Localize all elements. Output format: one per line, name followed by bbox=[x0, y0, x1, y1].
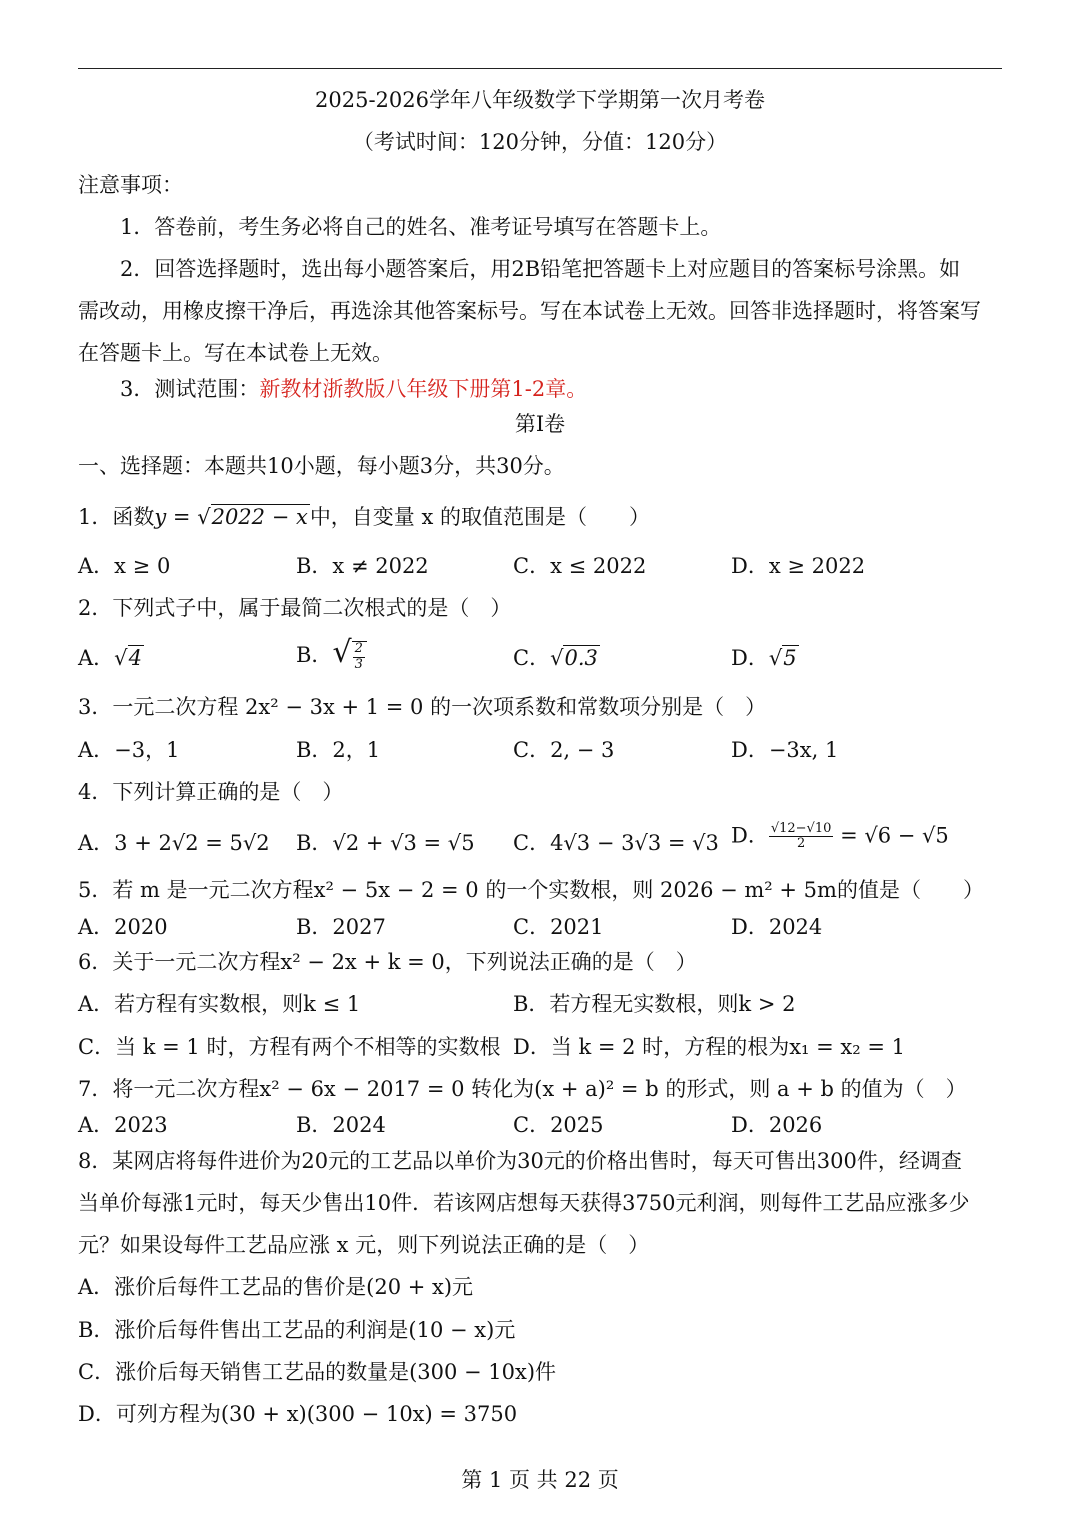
q1-prefix: 1．函数 bbox=[78, 505, 155, 529]
q2-option-a bbox=[78, 648, 144, 669]
q2-b-fraction bbox=[352, 641, 367, 672]
section-heading: 一、选择题：本题共10小题，每小题3分，共30分。 bbox=[78, 454, 565, 478]
q3-option-b: B．2，1 bbox=[296, 738, 381, 762]
q8-option-a: A．涨价后每件工艺品的售价是(20 + x)元 bbox=[78, 1275, 474, 1299]
q1-option-c: C．x ≤ 2022 bbox=[513, 554, 647, 578]
exam-subtitle: （考试时间：120分钟，分值：120分） bbox=[352, 130, 728, 154]
q4-option-c: C．4√3 − 3√3 = √3 bbox=[513, 831, 719, 855]
exam-title: 2025-2026学年八年级数学下学期第一次月考卷 bbox=[315, 88, 765, 112]
question-6: 6．关于一元二次方程x² − 2x + k = 0，下列说法正确的是（ ） bbox=[78, 950, 697, 974]
q2-b-denominator: 3 bbox=[354, 656, 363, 672]
q6-option-a: A．若方程有实数根，则k ≤ 1 bbox=[78, 992, 361, 1016]
question-2: 2．下列式子中，属于最简二次根式的是（ ） bbox=[78, 596, 512, 620]
notice-item-3-prefix: 3．测试范围： bbox=[120, 377, 260, 401]
question-3: 3．一元二次方程 2x² − 3x + 1 = 0 的一次项系数和常数项分别是（ ） bbox=[78, 695, 767, 719]
notice-item-2-line-3: 在答题卡上。写在本试卷上无效。 bbox=[78, 341, 393, 365]
q2-c-label: C． bbox=[513, 646, 551, 670]
q2-option-b bbox=[296, 635, 367, 672]
q1-suffix: 中，自变量 x 的取值范围是（ ） bbox=[309, 505, 651, 529]
q1-lhs: y = bbox=[154, 505, 198, 529]
q1-sqrt: √2022 − x bbox=[197, 505, 308, 529]
q5-option-b: B．2027 bbox=[296, 915, 386, 939]
question-1 bbox=[78, 507, 650, 528]
question-8-line-3: 元？如果设每件工艺品应涨 x 元，则下列说法正确的是（ ） bbox=[78, 1233, 650, 1257]
q6-option-c: C．当 k = 1 时，方程有两个不相等的实数根 bbox=[78, 1035, 501, 1059]
question-7: 7．将一元二次方程x² − 6x − 2017 = 0 转化为(x + a)² = b 的形式，则 a + b 的值为（ ） bbox=[78, 1077, 967, 1101]
q4-d-numerator: √12−√10 bbox=[770, 821, 832, 836]
notice-item-2-line-2: 需改动，用橡皮擦干净后，再选涂其他答案标号。写在本试卷上无效。回答非选择题时，将答案写 bbox=[78, 299, 981, 323]
question-8-line-2: 当单价每涨1元时，每天少售出10件．若该网店想每天获得3750元利润，则每件工艺品应涨多少 bbox=[78, 1191, 970, 1215]
q2-d-radicand: 5 bbox=[783, 646, 797, 670]
volume-heading: 第Ⅰ卷 bbox=[514, 412, 566, 436]
notice-item-3 bbox=[120, 379, 587, 400]
q1-option-a: A．x ≥ 0 bbox=[78, 554, 171, 578]
q2-a-label: A． bbox=[78, 646, 115, 670]
q2-option-d bbox=[731, 648, 799, 669]
question-8-line-1: 8．某网店将每件进价为20元的工艺品以单价为30元的价格出售时，每天可售出300件，经调查 bbox=[78, 1149, 962, 1173]
q2-option-c bbox=[513, 648, 600, 669]
notice-label: 注意事项： bbox=[78, 173, 183, 197]
q7-option-d: D．2026 bbox=[731, 1113, 823, 1137]
q7-option-a: A．2023 bbox=[78, 1113, 168, 1137]
q2-d-sqrt: √5 bbox=[768, 646, 797, 670]
q7-option-c: C．2025 bbox=[513, 1113, 604, 1137]
q5-option-d: D．2024 bbox=[731, 915, 823, 939]
q2-c-radicand: 0.3 bbox=[564, 646, 598, 670]
q2-d-label: D． bbox=[731, 646, 769, 670]
q2-b-sqrt: √ $\frac{2}{3}$ bbox=[332, 638, 366, 672]
q2-b-numerator: 2 bbox=[354, 641, 363, 657]
q5-option-c: C．2021 bbox=[513, 915, 604, 939]
q3-option-a: A．−3，1 bbox=[78, 738, 180, 762]
q4-option-b: B．√2 + √3 = √5 bbox=[296, 831, 475, 855]
q3-option-d: D．−3x, 1 bbox=[731, 738, 839, 762]
q4-d-denominator: 2 bbox=[796, 836, 806, 852]
q4-d-rest: = √6 − √5 bbox=[833, 823, 949, 848]
q4-d-fraction bbox=[769, 822, 834, 852]
q8-option-b: B．涨价后每件售出工艺品的利润是(10 − x)元 bbox=[78, 1318, 516, 1342]
q8-option-c: C．涨价后每天销售工艺品的数量是(300 − 10x)件 bbox=[78, 1360, 557, 1384]
notice-item-2-line-1: 2．回答选择题时，选出每小题答案后，用2B铅笔把答题卡上对应题目的答案标号涂黑。如 bbox=[120, 257, 961, 281]
q3-option-c: C．2, − 3 bbox=[513, 738, 615, 762]
q4-option-a: A．3 + 2√2 = 5√2 bbox=[78, 831, 270, 855]
q2-a-radicand: 4 bbox=[128, 646, 142, 670]
q2-b-label: B． bbox=[296, 643, 333, 667]
q4-option-d bbox=[731, 822, 949, 852]
question-5: 5．若 m 是一元二次方程x² − 5x − 2 = 0 的一个实数根，则 2026 − m² + 5m的值是（ ） bbox=[78, 878, 984, 902]
q2-a-sqrt: √4 bbox=[114, 646, 142, 670]
q1-option-d: D．x ≥ 2022 bbox=[731, 554, 866, 578]
q6-option-d: D．当 k = 2 时，方程的根为x₁ = x₂ = 1 bbox=[513, 1035, 905, 1059]
q4-d-label: D． bbox=[731, 823, 769, 848]
question-4: 4．下列计算正确的是（ ） bbox=[78, 780, 344, 804]
page-footer: 第 1 页 共 22 页 bbox=[461, 1468, 619, 1492]
q2-c-sqrt: √0.3 bbox=[550, 646, 598, 670]
q1-radicand: 2022 − x bbox=[211, 505, 308, 529]
q6-option-b: B．若方程无实数根，则k > 2 bbox=[513, 992, 796, 1016]
q7-option-b: B．2024 bbox=[296, 1113, 386, 1137]
q1-option-b: B．x ≠ 2022 bbox=[296, 554, 429, 578]
notice-item-1: 1．答卷前，考生务必将自己的姓名、准考证号填写在答题卡上。 bbox=[120, 215, 722, 239]
q5-option-a: A．2020 bbox=[78, 915, 168, 939]
test-scope: 新教材浙教版八年级下册第1-2章。 bbox=[259, 377, 588, 401]
q8-option-d: D．可列方程为(30 + x)(300 − 10x) = 3750 bbox=[78, 1402, 518, 1426]
top-rule bbox=[78, 68, 1002, 69]
